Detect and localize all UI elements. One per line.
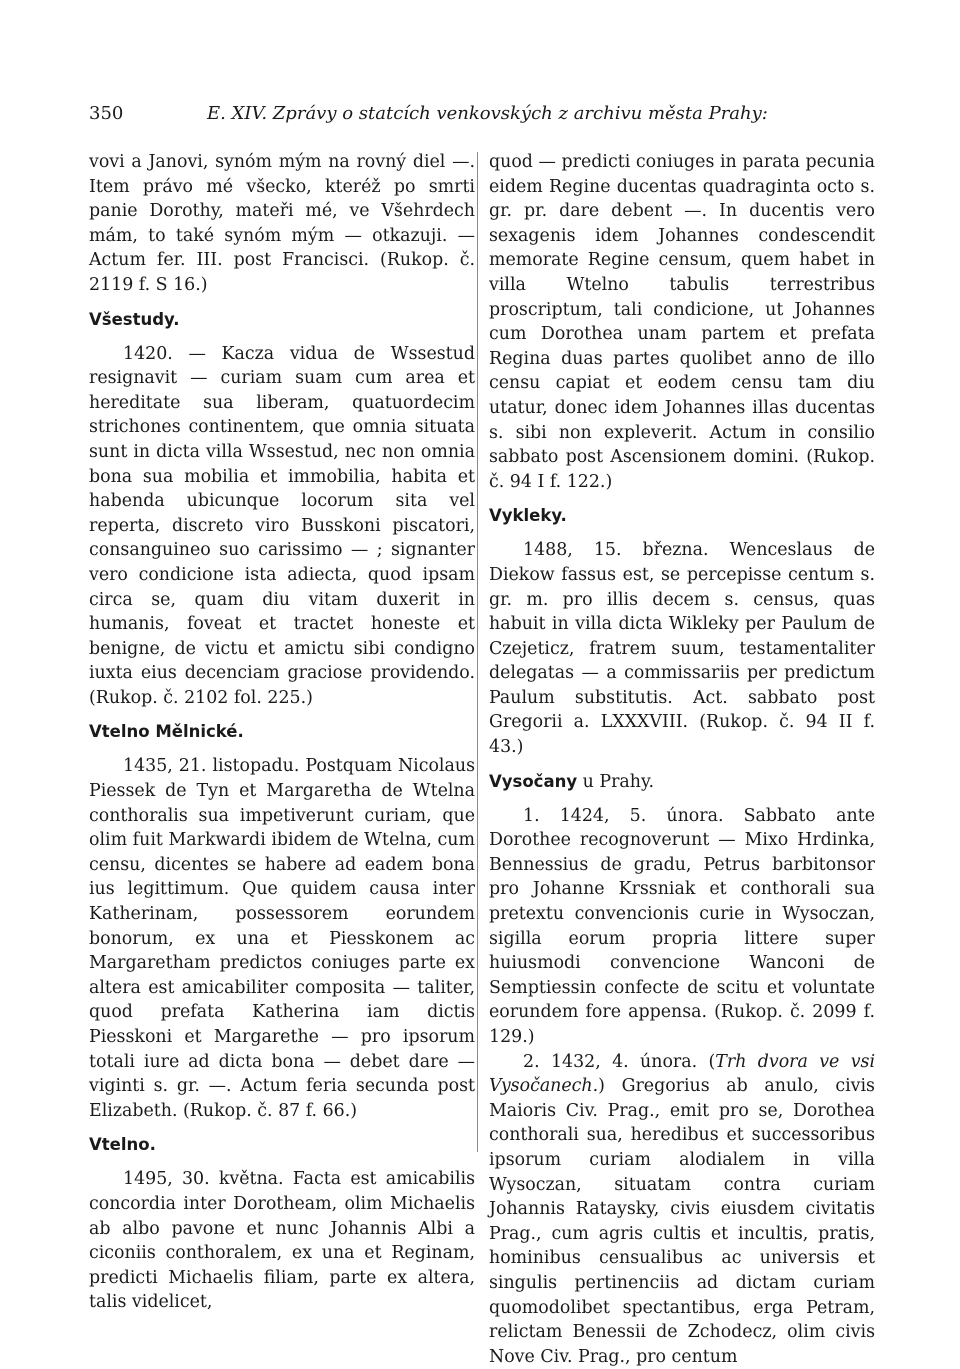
- running-title: E. XIV. Zprávy o statcích venkovských z archivu města Prahy:: [207, 103, 768, 124]
- paragraph-vysocany-2-rest: ) Gregorius ab anulo, civis Maioris Civ. Prag., emit pro se, Dorothea conthorali sua, heredibus et successoribus ipsorum curiam alodialem in villa Wysoczan, situatam contra curiam Johannis Rataysky, civis eiusdem civitatis Prag., cum agris cultis et incultis, pratis, hominibus censualibus ac universis et singulis pertinenciis ad dictam curiam quomodolibet spectantibus, erga Petram, relictam Benessii de Zchodecz, olim civis Nove Civ. Prag., pro centum: [489, 1076, 875, 1367]
- paragraph-vysocany-2: [489, 1050, 875, 1369]
- paragraph-vysocany-2-italic: Trh dvora ve vsi Vysočanech.: [489, 1051, 876, 1097]
- section-heading-vtelno-melnicke: Vtelno Mělnické.: [89, 722, 244, 742]
- heading-vysocany-name: Vysočany: [489, 771, 578, 791]
- page-number: 350: [89, 103, 124, 124]
- paragraph-vykleky: 1488, 15. března. Wenceslaus de Diekow fassus est, se percepisse centum s. gr. m. pro illis decem s. census, quas habuit in villa dicta Wikleky per Paulum de Czejeticz, fratrem suum, testamentaliter delegatas — a commissariis per predictum Paulum substitutis. Act. sabbato post Gregorii a. LXXXVIII. (Rukop. č. 94 II f. 43.): [489, 540, 875, 758]
- section-heading-vtelno: Vtelno.: [89, 1135, 156, 1155]
- paragraph-vtelno: 1495, 30. května. Facta est amicabilis concordia inter Dorotheam, olim Michaelis ab albo pavone et nunc Johannis Albi a ciconiis conthoralem, ex una et Reginam, predicti Michaelis filiam, parte ex altera, talis videlicet,: [89, 1169, 475, 1313]
- section-heading-vykleky: Vykleky.: [489, 506, 567, 526]
- section-heading-vsestudy: Všestudy.: [89, 309, 180, 329]
- running-header: [89, 103, 869, 125]
- paragraph-vsestudy: 1420. — Kacza vidua de Wssestud resignavit — curiam suam cum area et hereditate sua liberam, quatuordecim strichones continentem, que omnia situata sunt in dicta villa Wssestud, nec non omnia bona sua mobilia et immobilia, habita et habenda ubicunque locorum sita vel reperta, discreto viro Busskoni piscatori, consanguineo suo carissimo — ; signanter vero condicione ista adiecta, quod ipsam circa se, quam diu vitam duxerit in humanis, foveat et tractet honeste et benigne, de victu et amictu sibi condigno iuxta eius decenciam graciose providendo. (Rukop. č. 2102 fol. 225.): [89, 343, 475, 708]
- paragraph-continuation: vovi a Janovi, synóm mým na rovný diel —. Item právo mé všecko, kteréž po smrti panie Dorothy, mateři mé, ve Všehrdech mám, to také synóm mým — otkazuji. — Actum fer. III. post Francisci. (Rukop. č. 2119 f. S 16.): [89, 152, 475, 295]
- heading-vysocany-suffix: u Prahy.: [577, 771, 654, 792]
- paragraph-vtelno-melnicke: 1435, 21. listopadu. Postquam Nicolaus Piessek de Tyn et Margaretha de Wtelna conthoralis sua impetiverunt curiam, que olim fuit Markwardi ibidem de Wtelna, cum censu, dicentes se habere ad eadem bona ius legittimum. Que quidem causa inter Katherinam, possessorem eorundem bonorum, ex una et Piesskonem ac Margaretham predictos coniuges parte ex altera est amicabiliter composita — taliter, quod prefata Katherina iam dictis Piesskoni et Margarethe — pro ipsorum totali iure ad dicta bona — debet dare — viginti s. gr. —. Actum feria secunda post Elizabeth. (Rukop. č. 87 f. 66.): [89, 756, 475, 1121]
- paragraph-continuation: quod — predicti coniuges in parata pecunia eidem Regine ducentas quadraginta octo s. gr. pr. dare debent —. In ducentis vero sexagenis idem Johannes condescendit memorate Regine censum, quem habet in villa Wtelno tabulis terrestribus proscriptum, tali condicione, ut Johannes cum Dorothea unam partem et prefata Regina duas partes quolibet anno de illo censu capiat et eodem censu tam diu utatur, donec idem Johannes illas ducentas s. sibi non expleverit. Actum in consilio sabbato post Ascensionem domini. (Rukop. č. 94 I f. 122.): [489, 152, 875, 492]
- left-column: [89, 150, 475, 1315]
- paragraph-vysocany-2-lead: 2. 1432, 4. února. (: [523, 1051, 716, 1072]
- right-column: [489, 150, 875, 1369]
- paragraph-vysocany-1: 1. 1424, 5. února. Sabbato ante Dorothee recognoverunt — Mixo Hrdinka, Bennessius de gradu, Petrus barbitonsor pro Johanne Krssniak et conthorali sua pretextu convencionis curie in Wysoczan, sigilla eorum propria littere super huiusmodi convencione Wanconi de Semptiessin confecte de scitu et voluntate eorundem fore appensa. (Rukop. č. 2099 f. 129.): [489, 805, 875, 1047]
- column-divider: [477, 152, 478, 1152]
- section-heading-vysocany: [489, 770, 875, 794]
